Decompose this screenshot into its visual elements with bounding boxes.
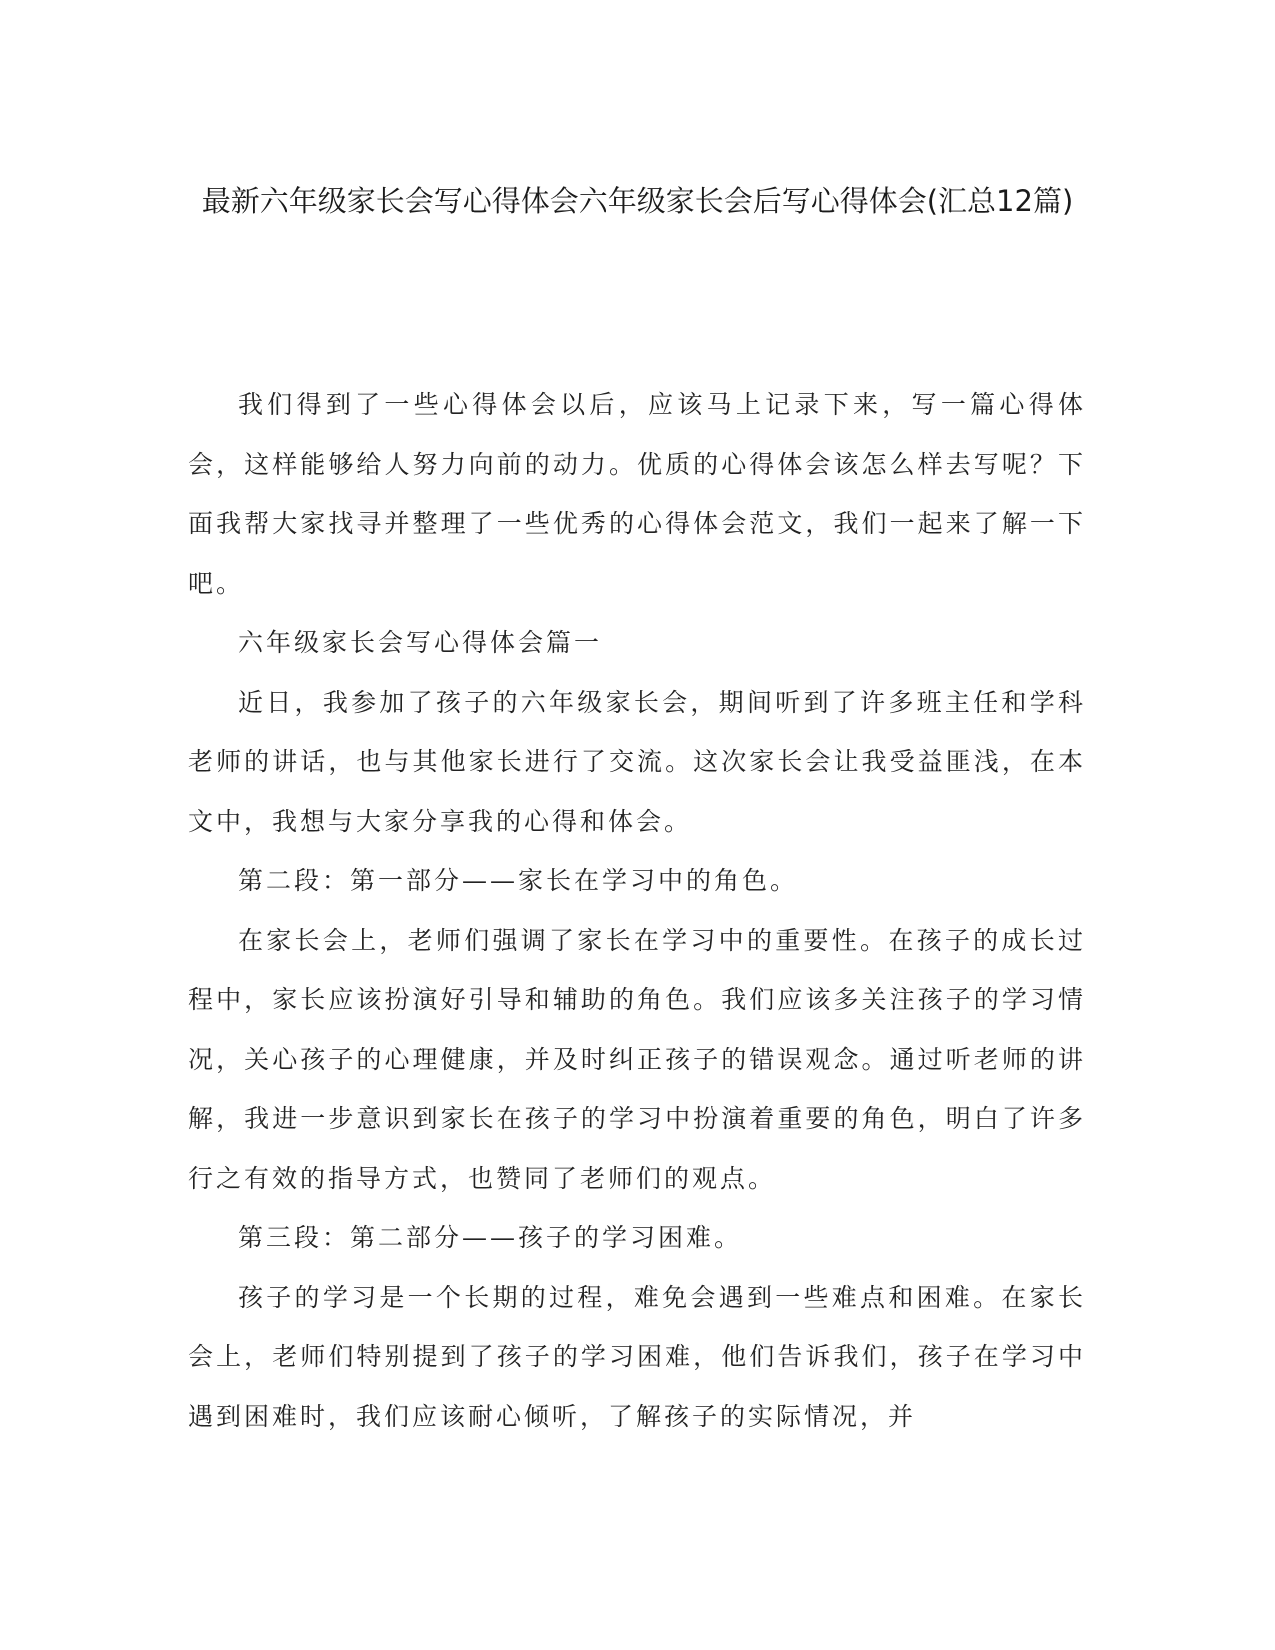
document-title: 最新六年级家长会写心得体会六年级家长会后写心得体会(汇总12篇) <box>201 184 1074 218</box>
document-body <box>188 375 1086 1446</box>
body-paragraph: 近日，我参加了孩子的六年级家长会，期间听到了许多班主任和学科老师的讲话，也与其他家长进行了交流。这次家长会让我受益匪浅，在本文中，我想与大家分享我的心得和体会。 <box>188 687 1086 836</box>
section-heading: 六年级家长会写心得体会篇一 <box>238 628 603 657</box>
subsection-heading: 第二段：第一部分——家长在学习中的角色。 <box>238 866 799 895</box>
body-paragraph: 在家长会上，老师们强调了家长在学习中的重要性。在孩子的成长过程中，家长应该扮演好引导和辅助的角色。我们应该多关注孩子的学习情况，关心孩子的心理健康，并及时纠正孩子的错误观念。通过听老师的讲解，我进一步意识到家长在孩子的学习中扮演着重要的角色，明白了许多行之有效的指导方式，也赞同了老师们的观点。 <box>188 925 1086 1193</box>
intro-paragraph: 我们得到了一些心得体会以后，应该马上记录下来，写一篇心得体会，这样能够给人努力向前的动力。优质的心得体会该怎么样去写呢？下面我帮大家找寻并整理了一些优秀的心得体会范文，我们一起来了解一下吧。 <box>188 390 1086 598</box>
subsection-heading: 第三段：第二部分——孩子的学习困难。 <box>238 1223 743 1252</box>
body-paragraph: 孩子的学习是一个长期的过程，难免会遇到一些难点和困难。在家长会上，老师们特别提到了孩子的学习困难，他们告诉我们，孩子在学习中遇到困难时，我们应该耐心倾听，了解孩子的实际情况，并 <box>188 1282 1086 1431</box>
